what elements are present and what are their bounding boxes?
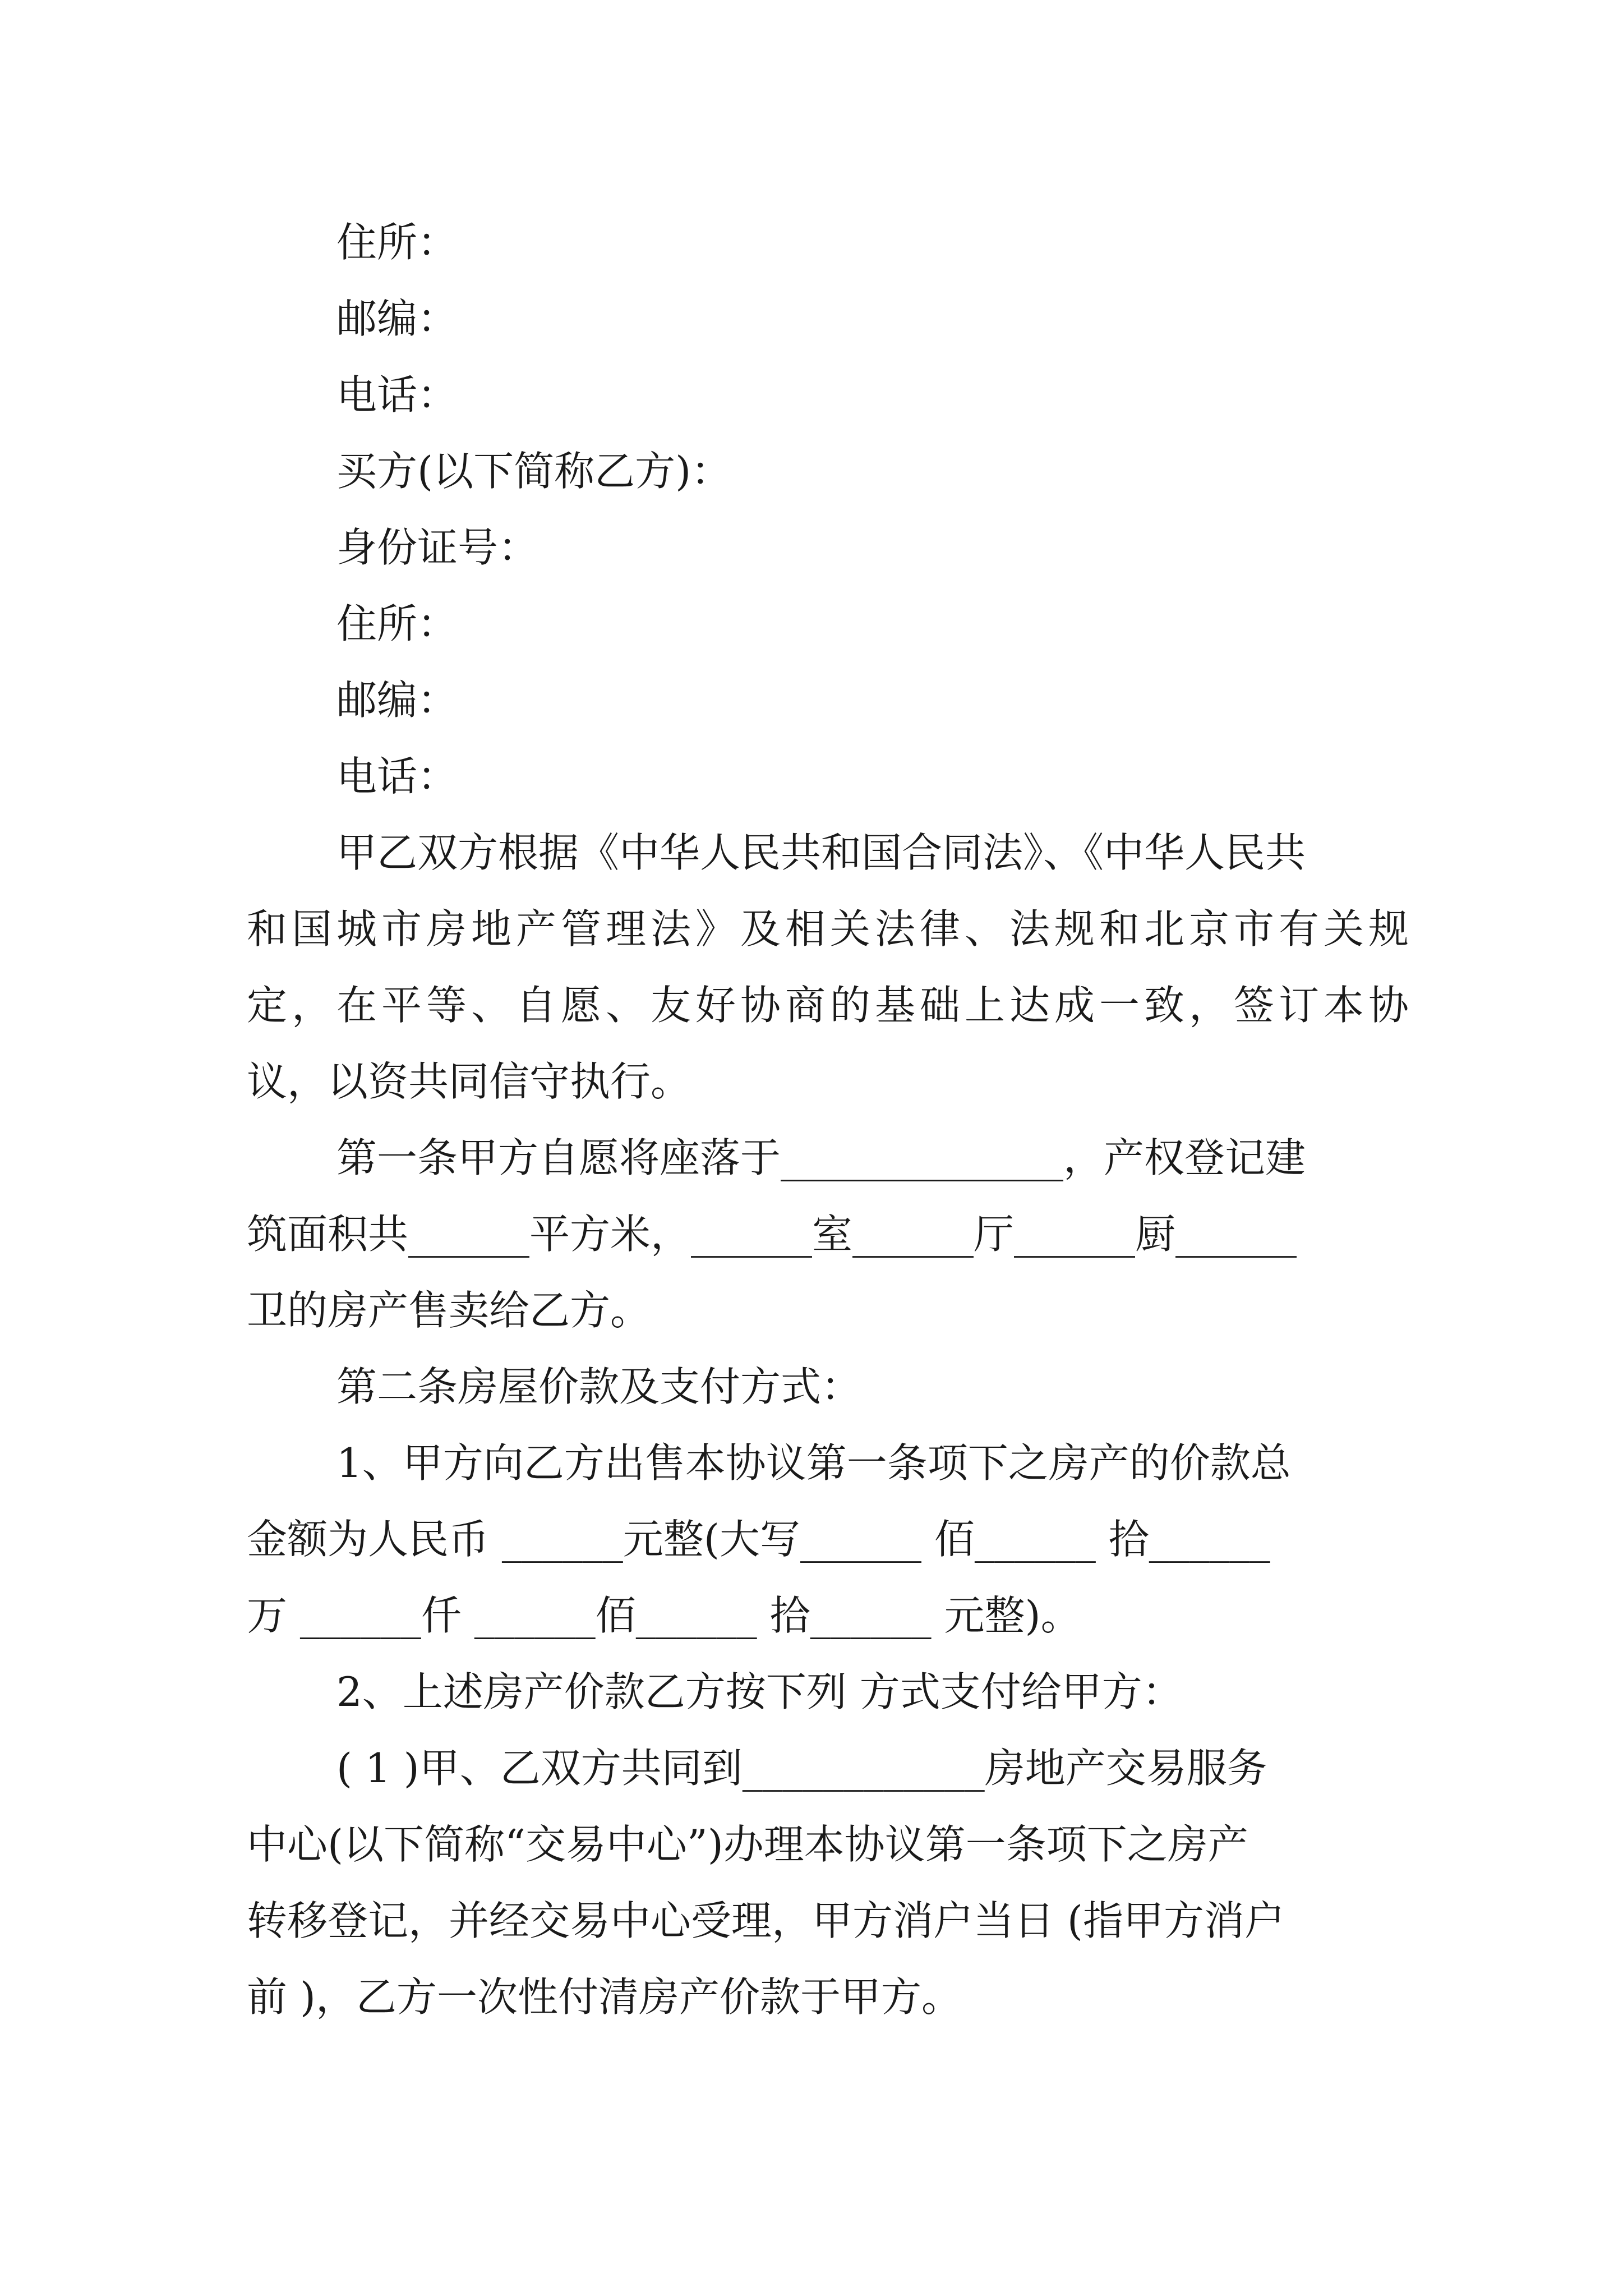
item-1-line: 前 )，乙方一次性付清房产价款于甲方。 (247, 1973, 962, 2021)
item-1-line: 中心(以下简称“交易中心”)办理本协议第一条项下之房产 (247, 1821, 1248, 1868)
preamble-line: 甲乙双方根据《中华人民共和国合同法》、《中华人民共 (336, 829, 1306, 876)
article-2-title: 第二条房屋价款及支付方式： (336, 1363, 862, 1410)
article-1-line: 筑面积共______平方米，______室______厅______厨______ (247, 1211, 1297, 1258)
seller-postcode-label: 邮编： (336, 295, 458, 342)
article-1-line: 卫的房产售卖给乙方。 (247, 1287, 651, 1334)
clause-1-line: 万 ______仟 ______佰______ 拾______ 元整)。 (247, 1592, 1081, 1639)
seller-address-label: 住所： (336, 219, 458, 266)
seller-phone-label: 电话： (336, 371, 458, 418)
preamble-line: 议，以资共同信守执行。 (247, 1058, 691, 1105)
buyer-address-label: 住所： (336, 600, 458, 647)
article-1-line: 第一条甲方自愿将座落于______________，产权登记建 (336, 1134, 1306, 1181)
item-1-line: ( 1 )甲、乙双方共同到____________房地产交易服务 (336, 1745, 1267, 1792)
buyer-phone-label: 电话： (336, 753, 458, 800)
clause-2-line: 2、上述房产价款乙方按下列 方式支付给甲方： (336, 1668, 1183, 1715)
buyer-id-label: 身份证号： (336, 524, 539, 571)
preamble-line: 定，在平等、自愿、友好协商的基础上达成一致，签订本协 (247, 982, 1414, 1029)
clause-1-line: 1、甲方向乙方出售本协议第一条项下之房产的价款总 (336, 1439, 1291, 1487)
preamble-line: 和国城市房地产管理法》及相关法律、法规和北京市有关规 (247, 905, 1414, 953)
clause-1-line: 金额为人民币 ______元整(大写______ 佰______ 拾______ (247, 1516, 1270, 1563)
buyer-postcode-label: 邮编： (336, 677, 458, 724)
item-1-line: 转移登记，并经交易中心受理，甲方消户当日 (指甲方消户 (247, 1897, 1285, 1944)
buyer-heading: 买方(以下简称乙方)： (336, 448, 732, 495)
